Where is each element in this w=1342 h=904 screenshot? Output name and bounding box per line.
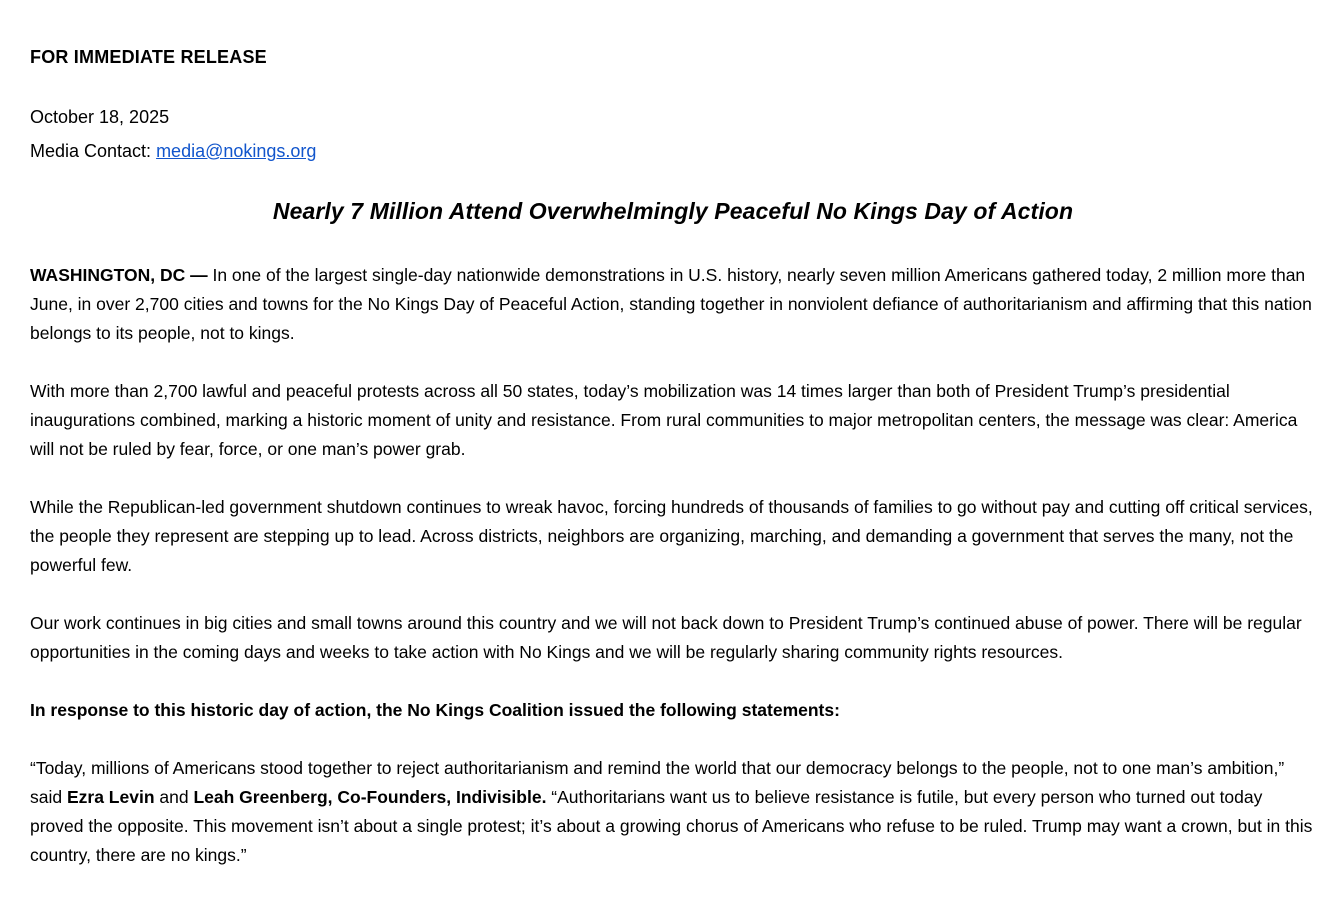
speaker-name-ezra-levin: Ezra Levin xyxy=(66,787,155,807)
media-contact-label: Media Contact: xyxy=(30,141,157,161)
paragraph-quote xyxy=(30,754,1316,870)
statements-intro: In response to this historic day of action, the No Kings Coalition issued the following statements: xyxy=(30,700,840,720)
release-date: October 18, 2025 xyxy=(30,107,170,127)
release-label: FOR IMMEDIATE RELEASE xyxy=(30,47,267,67)
paragraph-work-continues: Our work continues in big cities and small towns around this country and we will not back down to President Trump’s continued abuse of power. There will be regular opportunities in the coming days and weeks to take action with No Kings and we will be regularly sharing community rights resources. xyxy=(30,613,1302,662)
paragraph-mobilization: With more than 2,700 lawful and peaceful protests across all 50 states, today’s mobilization was 14 times larger than both of President Trump’s presidential inaugurations combined, marking a historic moment of unity and resistance. From rural communities to major metropolitan centers, the message was clear: America will not be ruled by fear, force, or one man’s power grab. xyxy=(30,381,1298,459)
quote-start: “Today, millions of Americans stood together to reject authoritarianism and remind the world that our democracy belongs to the people, not to one man’s ambition,” said xyxy=(30,758,1285,807)
paragraph-lead-text: In one of the largest single-day nationwide demonstrations in U.S. history, nearly seven million Americans gathered today, 2 million more than June, in over 2,700 cities and towns for the No Kings Day of Peaceful Action, standing together in nonviolent defiance of authoritarianism and affirming that this nation belongs to its people, not to kings. xyxy=(30,265,1312,343)
headline: Nearly 7 Million Attend Overwhelmingly Peaceful No Kings Day of Action xyxy=(272,198,1074,224)
dateline: WASHINGTON, DC — xyxy=(30,265,213,285)
paragraph-lead xyxy=(30,261,1316,348)
media-contact-line xyxy=(30,134,1316,168)
speaker-name-leah-greenberg: Leah Greenberg, Co-Founders, Indivisible. xyxy=(193,787,547,807)
media-contact-email-link[interactable]: media@nokings.org xyxy=(156,141,317,161)
quote-and: and xyxy=(154,787,194,807)
paragraph-shutdown: While the Republican-led government shutdown continues to wreak havoc, forcing hundreds of thousands of families to go without pay and cutting off critical services, the people they represent are stepping up to lead. Across districts, neighbors are organizing, marching, and demanding a government that serves the many, not the powerful few. xyxy=(30,497,1313,575)
quote-end: “Authoritarians want us to believe resistance is futile, but every person who turned out today proved the opposite. This movement isn’t about a single protest; it’s about a growing chorus of Americans who refuse to be ruled. Trump may want a crown, but in this country, there are no kings.” xyxy=(30,787,1313,865)
